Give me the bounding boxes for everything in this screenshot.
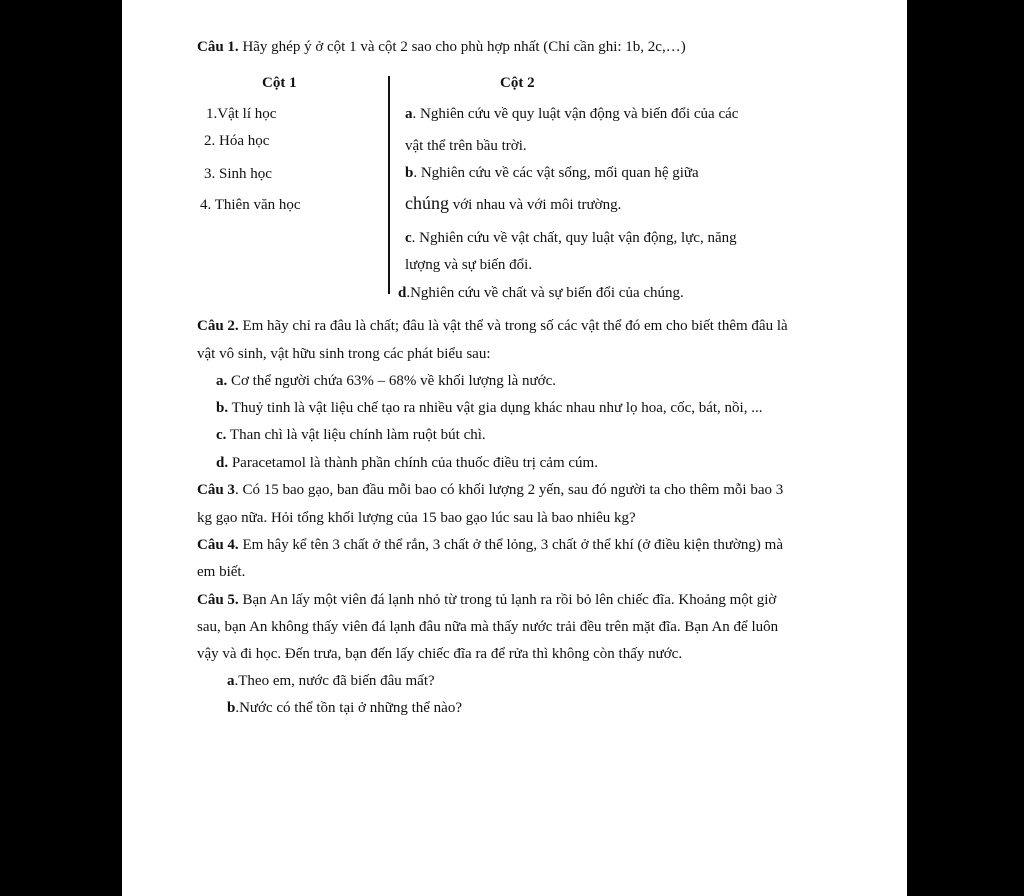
q2-line1 [197,316,788,336]
q1-text: Hãy ghép ý ở cột 1 và cột 2 sao cho phù hợp nhất (Chỉ cần ghi: 1b, 2c,…) [238,39,686,55]
q2-line2: vật vô sinh, vật hữu sinh trong các phát biểu sau: [197,346,491,362]
column-divider [388,76,390,294]
q2-item-letter: b. [216,400,229,416]
col2-item-b-rest: với nhau và với môi trường. [449,197,622,213]
document-page [122,0,907,896]
q5-item-a-letter: a [227,673,235,689]
q4-text: Em hây kể tên 3 chất ở thể rắn, 3 chất ở thể lỏng, 3 chất ở thể khí (ở điều kiện thường) mà [238,537,783,553]
q2-item-a [216,371,556,391]
q2-item-letter: d. [216,455,229,471]
col2-item-c-text: . Nghiên cứu về vật chất, quy luật vận động, lực, năng [411,230,737,246]
q5-item-a [227,671,435,691]
q5-line2: sau, bạn An không thấy viên đá lạnh đâu nữa mà thấy nước trải đều trên mặt đĩa. Bạn An để luôn [197,619,779,635]
q2-item-text: Than chì là vật liệu chính làm ruột bút chì. [226,427,486,443]
col2-item-c-letter: c [405,230,412,246]
col2-item-b-text: . Nghiên cứu về các vật sống, mối quan hệ giữa [413,165,699,181]
col2-item-b-line2 [405,193,621,215]
col2-item-a-letter: a [405,106,413,122]
col2-item-d-letter: d [398,285,407,301]
col2-item-b-word: chúng [405,193,449,213]
q2-item-d [216,453,598,473]
col1-item: 4. Thiên văn học [200,197,301,213]
q3-text: . Có 15 bao gạo, ban đầu mỗi bao có khối lượng 2 yến, sau đó người ta cho thêm mỗi bao 3 [234,482,784,498]
col1-item: 3. Sinh học [204,166,272,182]
q2-item-text: Cơ thể người chứa 63% – 68% về khối lượng là nước. [227,373,557,389]
q2-text: Em hãy chỉ ra đâu là chất; đâu là vật thể và trong số các vật thể đó em cho biết thêm đâu là [238,318,788,334]
col1-header: Cột 1 [262,75,297,91]
q5-item-b-letter: b [227,700,236,716]
q5-item-b-text: .Nước có thể tồn tại ở những thể nào? [235,700,462,716]
q4-line1 [197,535,783,555]
q2-label: Câu 2. [197,318,239,334]
col2-item-a-text: . Nghiên cứu về quy luật vận động và biến đổi của các [412,106,739,122]
q2-item-c [216,425,486,445]
col2-header: Cột 2 [500,75,535,91]
q4-line2: em biết. [197,564,246,580]
q5-item-a-text: .Theo em, nước đã biến đâu mất? [234,673,435,689]
q4-label: Câu 4. [197,537,239,553]
col1-item: 2. Hóa học [204,133,270,149]
q3-label: Câu 3 [197,482,235,498]
q1-prompt [197,37,686,57]
q5-line1 [197,590,776,610]
q2-item-text: Thuỷ tinh là vật liệu chế tạo ra nhiều vật gia dụng khác nhau như lọ hoa, cốc, bát, nồi, ... [228,400,763,416]
q2-item-text: Paracetamol là thành phần chính của thuốc điều trị cảm cúm. [228,455,598,471]
q5-item-b [227,698,462,718]
q2-item-letter: a. [216,373,228,389]
col2-item-a-line2: vật thể trên bầu trời. [405,138,527,154]
q5-text: Bạn An lấy một viên đá lạnh nhỏ từ trong tủ lạnh ra rồi bỏ lên chiếc đĩa. Khoảng một giờ [238,592,777,608]
q3-line1 [197,480,783,500]
col1-item: 1.Vật lí học [206,106,277,122]
col2-item-d-line1 [398,283,684,303]
q1-label: Câu 1. [197,39,239,55]
col2-item-c-line2: lượng và sự biến đổi. [405,257,533,273]
q2-item-b [216,398,762,418]
col2-item-a-line1 [405,104,738,124]
q2-item-letter: c. [216,427,227,443]
col2-item-b-letter: b [405,165,414,181]
col2-item-d-text: .Nghiên cứu về chất và sự biến đổi của chúng. [406,285,684,301]
q5-label: Câu 5. [197,592,239,608]
col2-item-b-line1 [405,163,699,183]
q5-line3: vậy và đi học. Đến trưa, bạn đến lấy chiếc đĩa ra để rửa thì không còn thấy nước. [197,646,683,662]
q3-line2: kg gạo nữa. Hỏi tổng khối lượng của 15 bao gạo lúc sau là bao nhiêu kg? [197,510,636,526]
col2-item-c-line1 [405,228,737,248]
